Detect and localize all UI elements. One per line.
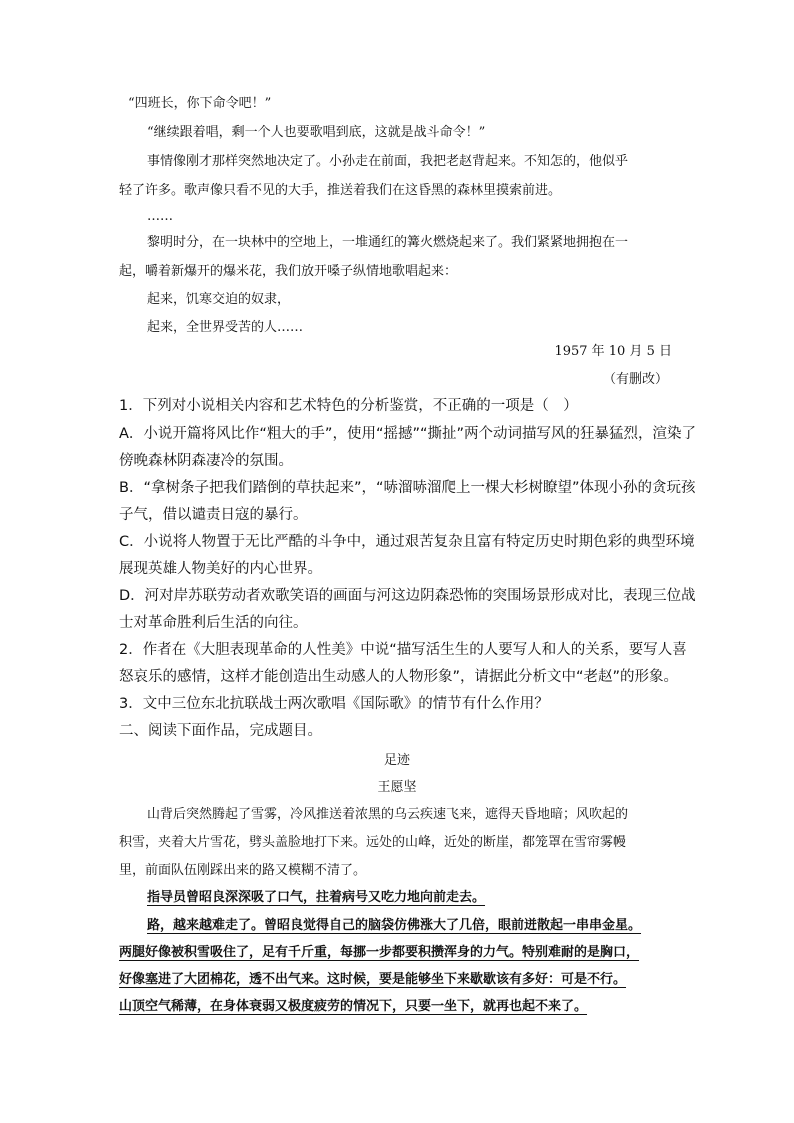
story2-underlined-line: 山顶空气稀薄，在身体衰弱又极度疲劳的情况下，只要一坐下，就再也起不来了。 — [119, 999, 588, 1014]
story2-underlined-line: 路，越来越难走了。曾昭良觉得自己的脑袋仿佛涨大了几倍，眼前迸散起一串串金星。 — [147, 918, 642, 933]
story2-line: 山背后突然腾起了雪雾，冷风推送着浓黑的乌云疾速飞来，遮得天昏地暗；风吹起的 — [147, 807, 629, 822]
story1-line: 起来，饥寒交迫的奴隶， — [147, 292, 291, 307]
story2-author: 王愿坚 — [377, 780, 417, 795]
story1-line: 事情像刚才那样突然地决定了。小孙走在前面，我把老赵背起来。不知怎的，他似乎 — [147, 154, 629, 169]
story1-line: 黎明时分，在一块林中的空地上，一堆通红的篝火燃烧起来了。我们紧紧地拥抱在一 — [147, 235, 629, 250]
story2-underlined-line: 好像塞进了大团棉花，透不出气来。这时候，要是能够坐下来歇歇该有多好：可是不行。 — [119, 972, 627, 987]
story1-line: …… — [147, 209, 173, 224]
story2-title: 足迹 — [383, 753, 410, 768]
story2-line: 里，前面队伍刚踩出来的路又模糊不清了。 — [119, 863, 367, 878]
question-1: 1．下列对小说相关内容和艺术特色的分析鉴赏，不正确的一项是（ ） — [119, 398, 578, 414]
section-two-heading: 二、阅读下面作品，完成题目。 — [119, 723, 322, 739]
option-d-cont: 士对革命胜利后生活的向往。 — [119, 615, 308, 631]
story1-line: “继续跟着唱，剩一个人也要歌唱到底，这就是战斗命令！” — [147, 125, 486, 140]
story2-line: 积雪，夹着大片雪花，劈头盖脸地打下来。远处的山峰，近处的断崖，都笼罩在雪帘雾幔 — [119, 835, 627, 850]
option-c: C．小说将人物置于无比严酷的斗争中，通过艰苦复杂且富有特定历史时期色彩的典型环境 — [119, 534, 695, 550]
story2-underlined-line: 指导员曾昭良深深吸了口气，拄着病号又吃力地向前走去。 — [147, 890, 486, 905]
story2-underlined-line: 两腿好像被积雪吸住了，足有千斤重，每挪一步都要积攒浑身的力气。特别难耐的是胸口， — [119, 945, 640, 960]
option-d: D．河对岸苏联劳动者欢歌笑语的画面与河这边阴森恐怖的突围场景形成对比，表现三位战 — [119, 588, 696, 604]
option-c-cont: 展现英雄人物美好的内心世界。 — [119, 561, 322, 577]
story1-line: 起，嚼着新爆开的爆米花，我们放开嗓子纵情地歌唱起来： — [119, 264, 458, 279]
question-3: 3．文中三位东北抗联战士两次歌唱《国际歌》的情节有什么作用？ — [119, 696, 549, 712]
story1-note: （有删改） — [602, 372, 668, 387]
question-2: 2．作者在《大胆表现革命的人性美》中说“描写活生生的人要写人和人的关系，要写人喜 — [119, 642, 687, 658]
option-a: A．小说开篇将风比作“粗大的手”，使用“摇撼”“撕扯”两个动词描写风的狂暴猛烈，渲染了 — [119, 426, 696, 442]
option-a-cont: 傍晚森林阴森凄冷的氛围。 — [119, 453, 293, 469]
option-b-cont: 子气，借以谴责日寇的暴行。 — [119, 507, 308, 523]
story1-date: 1957 年 10 月 5 日 — [554, 344, 672, 359]
option-b: B．“拿树条子把我们踏倒的草扶起来”，“哧溜哧溜爬上一棵大杉树瞭望”体现小孙的贪玩孩 — [119, 480, 696, 496]
story1-line: “四班长，你下命令吧！” — [128, 96, 272, 111]
story1-line: 起来，全世界受苦的人…… — [147, 320, 304, 335]
story1-line: 轻了许多。歌声像只看不见的大手，推送着我们在这昏黑的森林里摸索前进。 — [119, 183, 562, 198]
question-2-cont: 怒哀乐的感情，这样才能创造出生动感人的人物形象”，请据此分析文中“老赵”的形象。 — [119, 669, 679, 685]
